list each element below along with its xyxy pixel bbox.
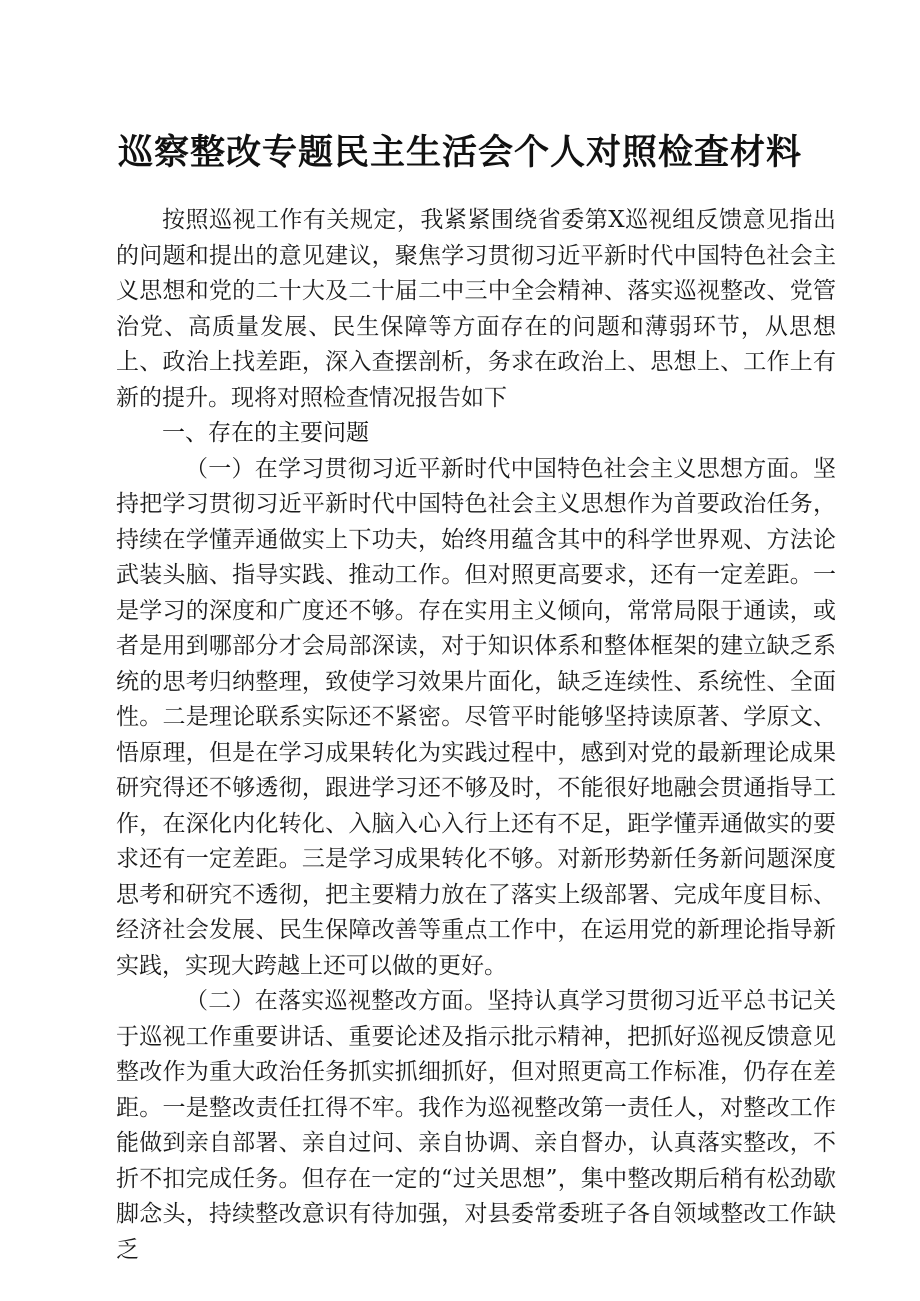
document-title: 巡察整改专题民主生活会个人对照检查材料 — [117, 133, 802, 173]
intro-paragraph: 按照巡视工作有关规定，我紧紧围绕省委第X巡视组反馈意见指出的问题和提出的意见建议，聚焦学习贯彻习近平新时代中国特色社会主义思想和党的二十大及二十届二中三中全会精神、落实巡视整改、党管治党、高质量发展、民生保障等方面存在的问题和薄弱环节，从思想上、政治上找差距，深入查摆剖析，务求在政治上、思想上、工作上有新的提升。现将对照检查情况报告如下 — [116, 207, 836, 411]
section-heading: 一、存在的主要问题 — [162, 420, 369, 446]
item-one-paragraph: （一）在学习贯彻习近平新时代中国特色社会主义思想方面。坚持把学习贯彻习近平新时代中国特色社会主义思想作为首要政治任务，持续在学懂弄通做实上下功夫，始终用蕴含其中的科学世界观、方法论武装头脑、指导实践、推动工作。但对照更高要求，还有一定差距。一是学习的深度和广度还不够。存在实用主义倾向，常常局限于通读，或者是用到哪部分才会局部深读，对于知识体系和整体框架的建立缺乏系统的思考归纳整理，致使学习效果片面化，缺乏连续性、系统性、全面性。二是理论联系实际还不紧密。尽管平时能够坚持读原著、学原文、悟原理，但是在学习成果转化为实践过程中，感到对党的最新理论成果研究得还不够透彻，跟进学习还不够及时，不能很好地融会贯通指导工作，在深化内化转化、入脑入心入行上还有不足，距学懂弄通做实的要求还有一定差距。三是学习成果转化不够。对新形势新任务新问题深度思考和研究不透彻，把主要精力放在了落实上级部署、完成年度目标、经济社会发展、民生保障改善等重点工作中，在运用党的新理论指导新实践，实现大跨越上还可以做的更好。 — [116, 455, 836, 979]
document-body — [116, 203, 836, 1268]
item-two-paragraph: （二）在落实巡视整改方面。坚持认真学习贯彻习近平总书记关于巡视工作重要讲话、重要论述及指示批示精神，把抓好巡视反馈意见整改作为重大政治任务抓实抓细抓好，但对照更高工作标准，仍存在差距。一是整改责任扛得不牢。我作为巡视整改第一责任人，对整改工作能做到亲自部署、亲自过问、亲自协调、亲自督办，认真落实整改，不折不扣完成任务。但存在一定的“过关思想”，集中整改期后稍有松劲歇脚念头，持续整改意识有待加强，对县委常委班子各自领域整改工作缺乏 — [116, 988, 836, 1263]
